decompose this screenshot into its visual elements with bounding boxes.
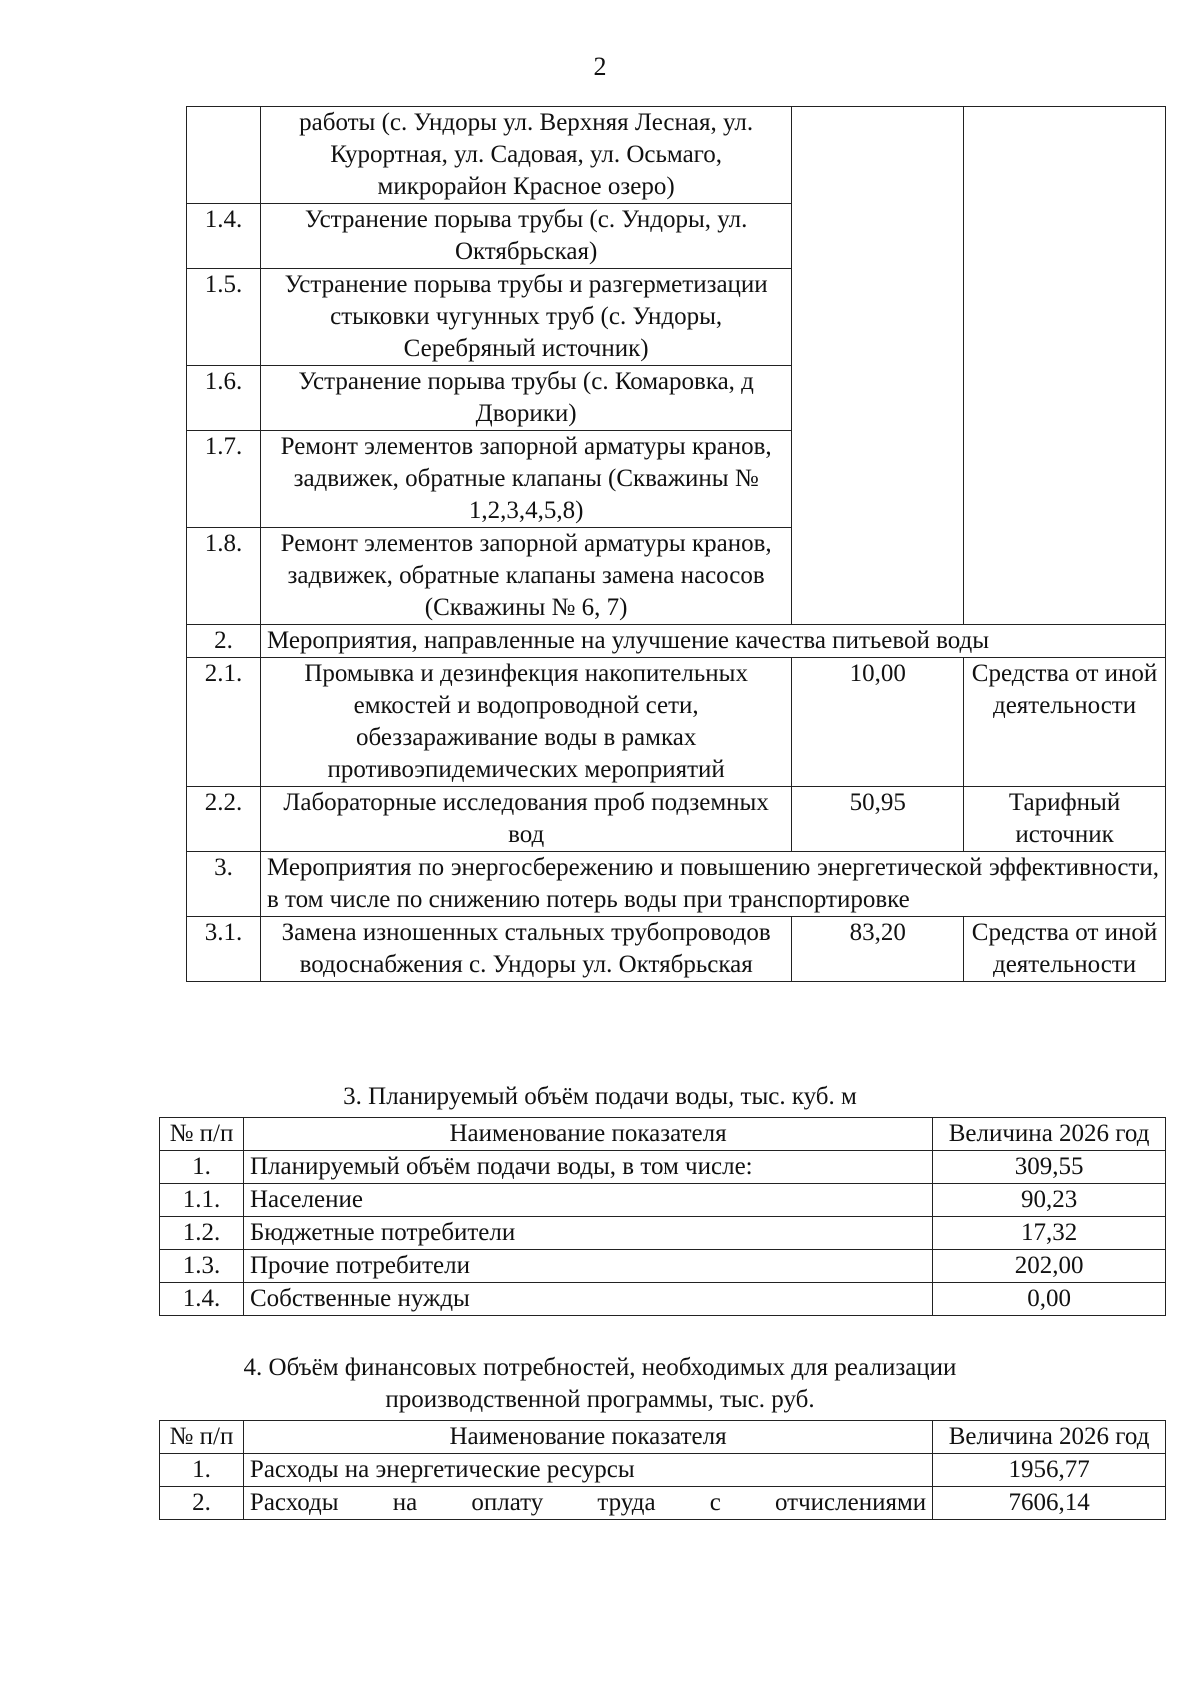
- table-header-row: [160, 1421, 1166, 1454]
- header-num: № п/п: [160, 1421, 244, 1454]
- row-value: 1956,77: [933, 1454, 1166, 1487]
- row-num: 1.: [160, 1151, 244, 1184]
- section-num: 2.: [187, 625, 261, 658]
- row-value: 17,32: [933, 1217, 1166, 1250]
- row-value: 309,55: [933, 1151, 1166, 1184]
- section-4-title: 4. Объём финансовых потребностей, необходимых для реализации производственной программы, тыс. руб.: [243, 1354, 957, 1413]
- table-row: [160, 1454, 1166, 1487]
- header-name: Наименование показателя: [243, 1118, 932, 1151]
- row-num: 2.: [160, 1487, 244, 1520]
- row-value: 90,23: [933, 1184, 1166, 1217]
- row-name: Бюджетные потребители: [243, 1217, 932, 1250]
- table-header-row: [160, 1118, 1166, 1151]
- row-value: 0,00: [933, 1283, 1166, 1316]
- section-title: Мероприятия, направленные на улучшение качества питьевой воды: [260, 625, 1165, 658]
- row-num: 1.4.: [160, 1283, 244, 1316]
- source-cell: Тарифный источник: [964, 787, 1166, 852]
- value-cell: 50,95: [792, 787, 964, 852]
- table-row: [160, 1283, 1166, 1316]
- value-cell: 10,00: [792, 658, 964, 787]
- row-num: 3.1.: [187, 917, 261, 982]
- row-num: 2.2.: [187, 787, 261, 852]
- measure-text: Устранение порыва трубы (с. Комаровка, д Дворики): [260, 366, 791, 431]
- measure-text: Устранение порыва трубы и разгерметизации стыковки чугунных труб (с. Ундоры, Серебряный источник): [260, 269, 791, 366]
- row-num: 1.4.: [187, 204, 261, 269]
- section-row: [187, 625, 1166, 658]
- row-name: Расходы на оплату труда с отчислениями: [243, 1487, 932, 1520]
- row-name: Расходы на энергетические ресурсы: [243, 1454, 932, 1487]
- measure-text: Ремонт элементов запорной арматуры кранов, задвижек, обратные клапаны замена насосов (Скважины № 6, 7): [260, 528, 791, 625]
- row-num: 1.8.: [187, 528, 261, 625]
- measure-text: Промывка и дезинфекция накопительных емкостей и водопроводной сети, обеззараживание воды в рамках противоэпидемических мероприятий: [260, 658, 791, 787]
- table-row: [160, 1184, 1166, 1217]
- row-num: 1.: [160, 1454, 244, 1487]
- row-num: 1.2.: [160, 1217, 244, 1250]
- section-3-title: 3. Планируемый объём подачи воды, тыс. куб. м: [343, 1083, 857, 1110]
- table-row: [187, 787, 1166, 852]
- source-cell: [964, 107, 1166, 625]
- row-num: 1.5.: [187, 269, 261, 366]
- measure-text: Лабораторные исследования проб подземных вод: [260, 787, 791, 852]
- measures-table: [186, 106, 1166, 982]
- table-row: [187, 917, 1166, 982]
- page-number: 2: [593, 52, 607, 81]
- row-name: Прочие потребители: [243, 1250, 932, 1283]
- row-value: 202,00: [933, 1250, 1166, 1283]
- row-name: Планируемый объём подачи воды, в том числе:: [243, 1151, 932, 1184]
- table-row: [187, 107, 1166, 204]
- header-num: № п/п: [160, 1118, 244, 1151]
- measure-text: Устранение порыва трубы (с. Ундоры, ул. Октябрьская): [260, 204, 791, 269]
- section-title: Мероприятия по энергосбережению и повышению энергетической эффективности, в том числе по снижению потерь воды при транспортировке: [260, 852, 1165, 917]
- table-row: [160, 1250, 1166, 1283]
- measure-text: Ремонт элементов запорной арматуры кранов, задвижек, обратные клапаны (Скважины № 1,2,3,4,5,8): [260, 431, 791, 528]
- financial-needs-table: [159, 1420, 1166, 1520]
- section-row: [187, 852, 1166, 917]
- source-cell: Средства от иной деятельности: [964, 917, 1166, 982]
- row-num: 1.3.: [160, 1250, 244, 1283]
- measure-text: Замена изношенных стальных трубопроводов водоснабжения с. Ундоры ул. Октябрьская: [260, 917, 791, 982]
- header-value: Величина 2026 год: [933, 1421, 1166, 1454]
- source-cell: Средства от иной деятельности: [964, 658, 1166, 787]
- water-supply-table: [159, 1117, 1166, 1316]
- table-row: [160, 1151, 1166, 1184]
- section-num: 3.: [187, 852, 261, 917]
- row-num: 1.6.: [187, 366, 261, 431]
- row-num: [187, 107, 261, 204]
- row-num: 2.1.: [187, 658, 261, 787]
- table-row: [160, 1487, 1166, 1520]
- table-row: [160, 1217, 1166, 1250]
- measure-text: работы (с. Ундоры ул. Верхняя Лесная, ул. Курортная, ул. Садовая, ул. Осьмаго, микрорайон Красное озеро): [260, 107, 791, 204]
- row-value: 7606,14: [933, 1487, 1166, 1520]
- row-num: 1.7.: [187, 431, 261, 528]
- table-row: [187, 658, 1166, 787]
- header-value: Величина 2026 год: [933, 1118, 1166, 1151]
- value-cell: [792, 107, 964, 625]
- row-name: Собственные нужды: [243, 1283, 932, 1316]
- value-cell: 83,20: [792, 917, 964, 982]
- header-name: Наименование показателя: [243, 1421, 932, 1454]
- row-name: Население: [243, 1184, 932, 1217]
- row-num: 1.1.: [160, 1184, 244, 1217]
